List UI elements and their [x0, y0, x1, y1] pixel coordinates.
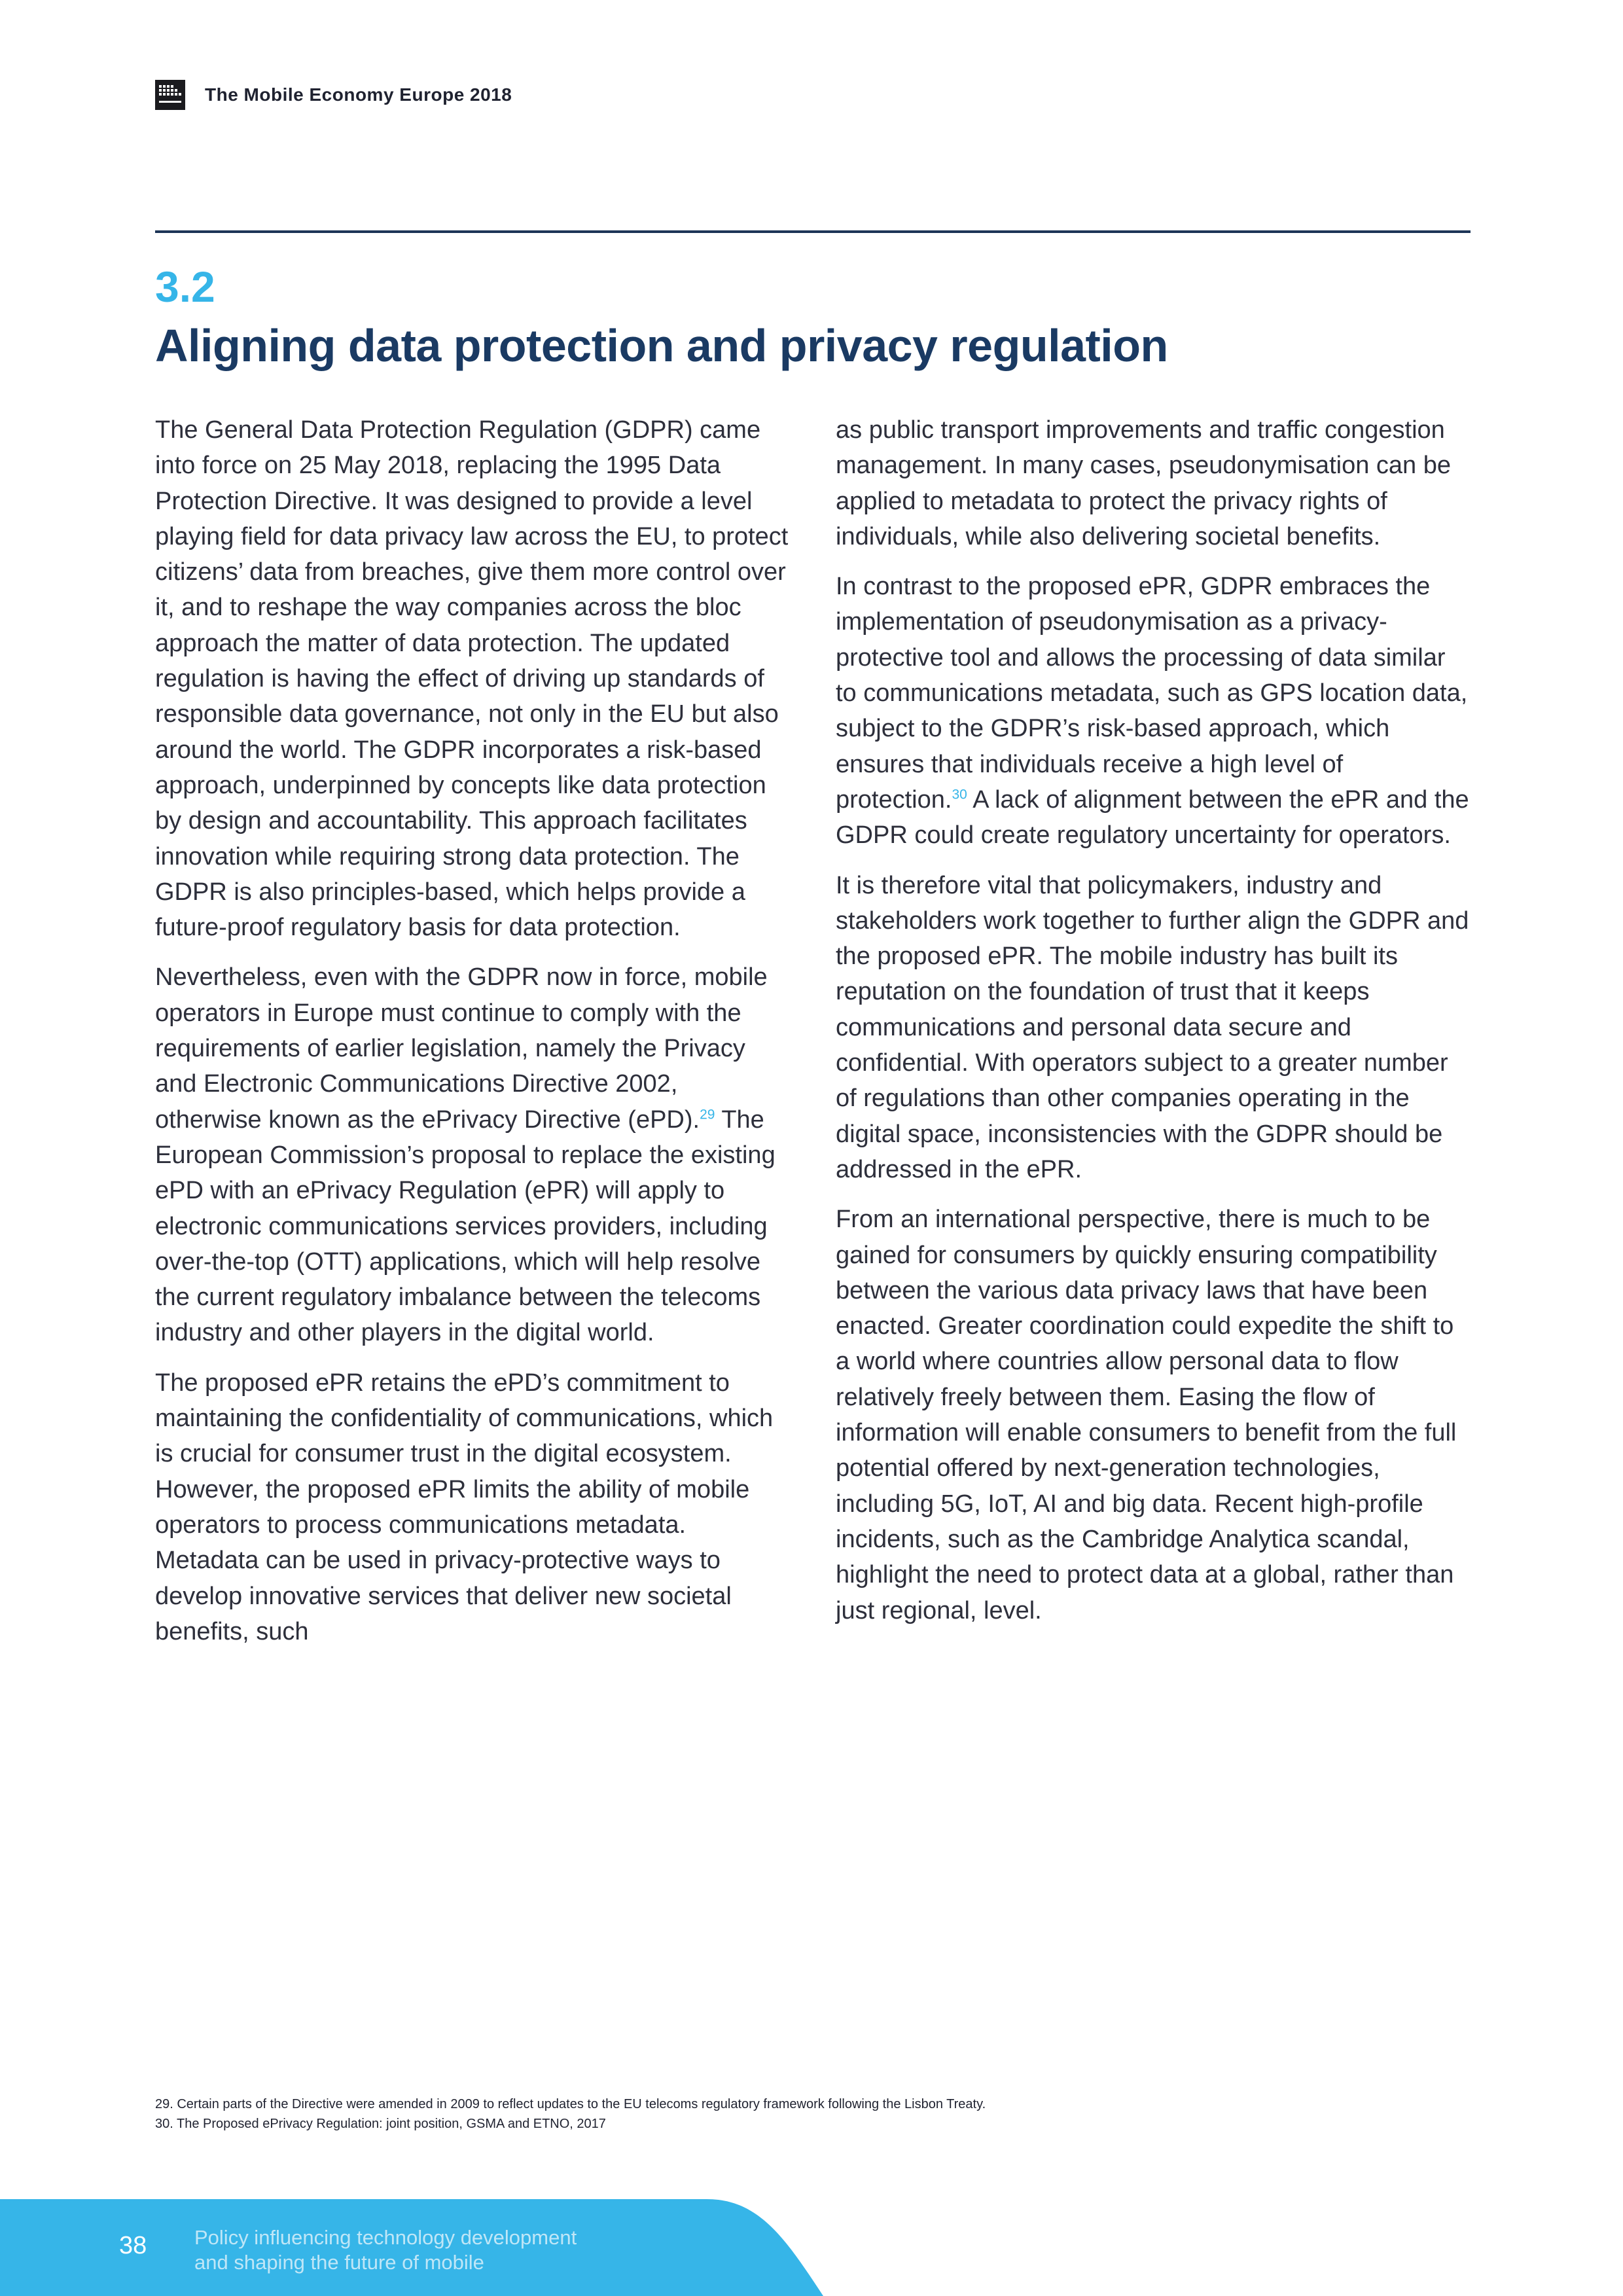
- footnote-ref: 30: [952, 787, 967, 802]
- section-divider: [155, 230, 1471, 233]
- footer-tagline: [194, 2225, 577, 2275]
- footnote: 30. The Proposed ePrivacy Regulation: joint position, GSMA and ETNO, 2017: [155, 2117, 606, 2131]
- body-column-left: [155, 412, 790, 1664]
- body-column-right: [836, 412, 1471, 1643]
- footnote: 29. Certain parts of the Directive were amended in 2009 to reflect updates to the EU telecoms regulatory framework following the Lisbon Treaty.: [155, 2097, 986, 2111]
- paragraph: In contrast to the proposed ePR, GDPR embraces the implementation of pseudonymisation as a privacy-protective tool and allows the processing of data similar to communications metadata, such as GPS location data, subject to the GDPR’s risk-based approach, which ensures that individuals receive a high level of protection.$^{30}$ A lack of alignment between the ePR and the GDPR could create regulatory uncertainty for operators.: [836, 573, 1469, 850]
- page-header: [155, 80, 512, 110]
- paragraph: Nevertheless, even with the GDPR now in force, mobile operators in Europe must continue to comply with the requirements of earlier legislation, namely the Privacy and Electronic Communications Directive 2002, otherwise known as the ePrivacy Directive (ePD).$^{29}$ The European Commission’s proposal to replace the existing ePD with an ePrivacy Regulation (ePR) will apply to electronic communications services providers, including over-the-top (OTT) applications, which will help resolve the current regulatory imbalance between the telecoms industry and other players in the digital world.: [155, 963, 776, 1347]
- section-title: Aligning data protection and privacy regulation: [155, 320, 1168, 371]
- report-title: The Mobile Economy Europe 2018: [205, 84, 512, 105]
- section-number: 3.2: [155, 262, 215, 311]
- footnotes: [155, 2094, 986, 2134]
- paragraph: From an international perspective, there is much to be gained for consumers by quickly ensuring compatibility between the various data privacy laws that have been enacted. Greater coordination could expedite the shift to a world where countries allow personal data to flow relatively freely between them. Easing the flow of information will enable consumers to benefit from the full potential offered by next-generation technologies, including 5G, IoT, AI and big data. Recent high-profile incidents, such as the Cambridge Analytica scandal, highlight the need to protect data at a global, rather than just regional, level.: [836, 1206, 1457, 1624]
- footnote-ref: 29: [700, 1106, 715, 1122]
- paragraph: The proposed ePR retains the ePD’s commitment to maintaining the confidentiality of communications, which is crucial for consumer trust in the digital ecosystem. However, the proposed ePR limits the ability of mobile operators to process communications metadata. Metadata can be used in privacy-protective ways to develop innovative services that deliver new societal benefits, such: [155, 1369, 774, 1645]
- paragraph: as public transport improvements and traffic congestion management. In many cases, pseudonymisation can be applied to metadata to protect the privacy rights of individuals, while also delivering societal benefits.: [836, 416, 1451, 550]
- page-number: 38: [119, 2232, 147, 2259]
- footer-line: and shaping the future of mobile: [194, 2251, 484, 2274]
- paragraph: It is therefore vital that policymakers, industry and stakeholders work together to further align the GDPR and the proposed ePR. The mobile industry has built its reputation on the foundation of trust that it keeps communications and personal data secure and confidential. With operators subject to a greater number of regulations than other companies operating in the digital space, inconsistencies with the GDPR should be addressed in the ePR.: [836, 871, 1469, 1183]
- footer-line: Policy influencing technology development: [194, 2226, 577, 2249]
- paragraph: The General Data Protection Regulation (GDPR) came into force on 25 May 2018, replacing the 1995 Data Protection Directive. It was designed to provide a level playing field for data privacy law across the EU, to protect citizens’ data from breaches, give them more control over it, and to reshape the way companies across the bloc approach the matter of data protection. The updated regulation is having the effect of driving up standards of responsible data governance, not only in the EU but also around the world. The GDPR incorporates a risk-based approach, underpinned by concepts like data protection by design and accountability. This approach facilitates innovation while requiring strong data protection. The GDPR is also principles-based, which helps provide a future-proof regulatory basis for data protection.: [155, 416, 789, 942]
- gsma-logo-icon: [155, 80, 185, 110]
